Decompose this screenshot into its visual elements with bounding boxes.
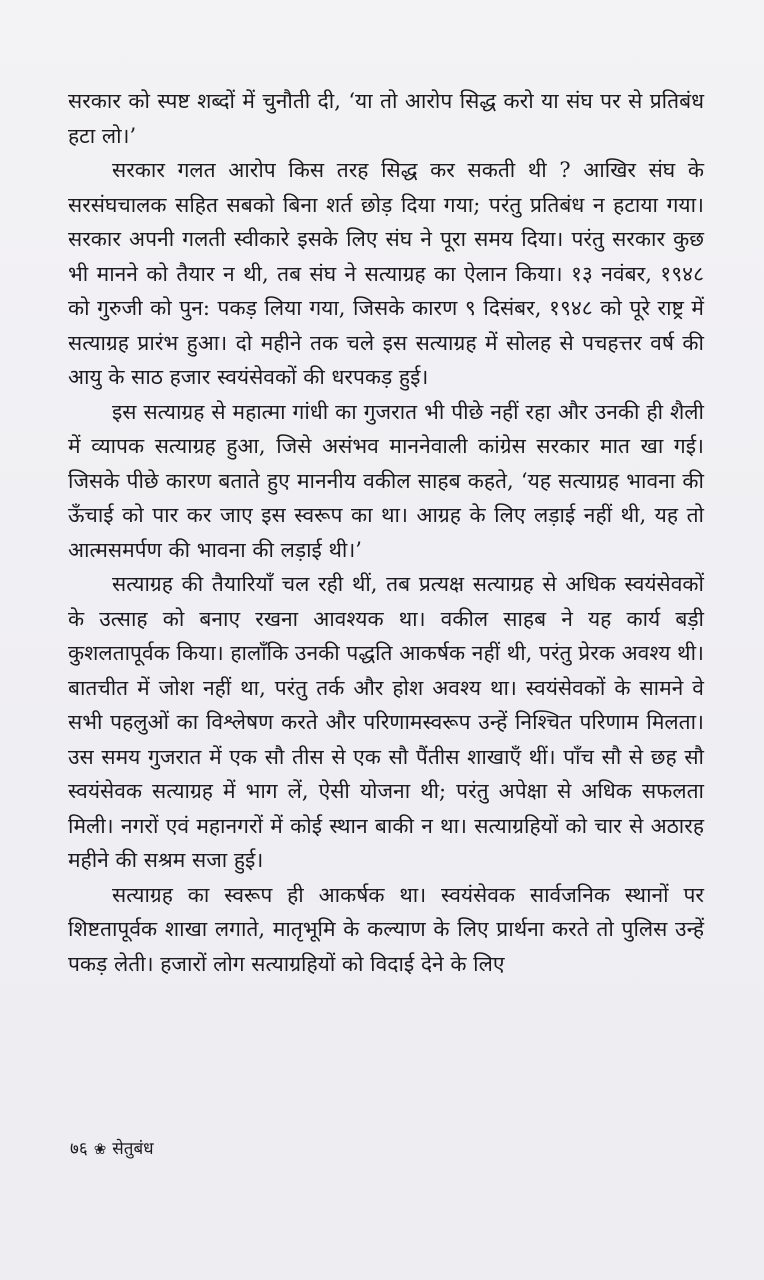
paragraph-1: सरकार को स्पष्ट शब्दों में चुनौती दी, ‘या तो आरोप सिद्ध करो या संघ पर से प्रतिबंध हटा लो।’	[68, 89, 704, 148]
paragraph-4: सत्याग्रह की तैयारियाँ चल रही थीं, तब प्रत्यक्ष सत्याग्रह से अधिक स्वयंसेवकों के उत्साह को बनाए रखना आवश्यक था। वकील साहब ने यह कार्य बड़ी कुशलतापूर्वक किया। हालाँकि उनकी पद्धति आकर्षक नहीं थी, परंतु प्रेरक अवश्य थी। बातचीत में जोश नहीं था, परंतु तर्क और होश अवश्य था। स्वयंसेवकों के सामने वे सभी पहलुओं का विश्लेषण करते और परिणामस्वरूप उन्हें निश्चित परिणाम मिलता। उस समय गुजरात में एक सौ तीस से एक सौ पैंतीस शाखाएँ थीं। पाँच सौ से छह सौ स्वयंसेवक सत्याग्रह में भाग लें, ऐसी योजना थी; परंतु अपेक्षा से अधिक सफलता मिली। नगरों एवं महानगरों में कोई स्थान बाकी न था। सत्याग्रहियों को चार से अठारह महीने की सश्रम सजा हुई।	[68, 572, 704, 872]
running-title: सेतुबंध	[112, 1139, 154, 1159]
flower-ornament-icon: ❀	[93, 1140, 107, 1158]
page-number: ७६	[70, 1139, 88, 1159]
paragraph-5: सत्याग्रह का स्वरूप ही आकर्षक था। स्वयंसेवक सार्वजनिक स्थानों पर शिष्टतापूर्वक शाखा लगाते, मातृभूमि के कल्याण के लिए प्रार्थना करते तो पुलिस उन्हें पकड़ लेती। हजारों लोग सत्याग्रहियों को विदाई देने के लिए	[68, 882, 704, 976]
paragraph-2: सरकार गलत आरोप किस तरह सिद्ध कर सकती थी ? आखिर संघ के सरसंघचालक सहित सबको बिना शर्त छोड़ दिया गया; परंतु प्रतिबंध न हटाया गया। सरकार अपनी गलती स्वीकारे इसके लिए संघ ने पूरा समय दिया। परंतु सरकार कुछ भी मानने को तैयार न थी, तब संघ ने सत्याग्रह का ऐलान किया। १३ नवंबर, १९४८ को गुरुजी को पुन: पकड़ लिया गया, जिसके कारण ९ दिसंबर, १९४८ को पूरे राष्ट्र में सत्याग्रह प्रारंभ हुआ। दो महीने तक चले इस सत्याग्रह में सोलह से पचहत्तर वर्ष की आयु के साठ हजार स्वयंसेवकों की धरपकड़ हुई।	[68, 158, 704, 389]
paragraph-3: इस सत्याग्रह से महात्मा गांधी का गुजरात भी पीछे नहीं रहा और उनकी ही शैली में व्यापक सत्याग्रह हुआ, जिसे असंभव माननेवाली कांग्रेस सरकार मात खा गई। जिसके पीछे कारण बताते हुए माननीय वकील साहब कहते, ‘यह सत्याग्रह भावना की ऊँचाई को पार कर जाए इस स्वरूप का था। आग्रह के लिए लड़ाई नहीं थी, यह तो आत्मसमर्पण की भावना की लड़ाई थी।’	[68, 399, 704, 562]
page-body	[68, 84, 704, 981]
page-footer	[70, 1137, 154, 1161]
